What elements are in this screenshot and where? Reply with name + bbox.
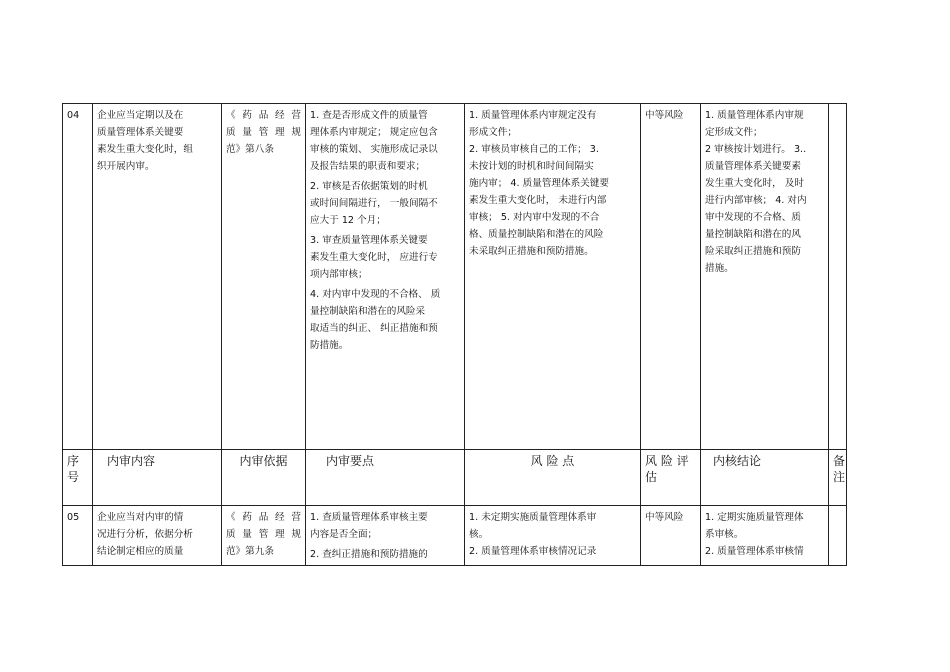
header-conclusion: 内核结论	[701, 450, 829, 506]
conclusion-cell	[701, 104, 829, 450]
text-line: 4. 对内审中发现的不合格、 质	[310, 289, 441, 300]
text-line: 及报告结果的职责和要求；	[310, 161, 426, 172]
text-line: 2. 质量管理体系审核情	[705, 546, 804, 557]
text-line: 或时间间隔进行， 一般间隔不	[310, 198, 438, 209]
text-line: 织开展内审。	[97, 161, 155, 172]
audit-content-cell	[93, 104, 222, 450]
header-remark	[829, 450, 847, 506]
text-line: 未按计划的时机和时间间隔实	[469, 161, 594, 172]
text-line: 质 量 管 理 规	[226, 529, 301, 540]
audit-point	[310, 232, 460, 283]
text-line: 范》第八条	[226, 144, 274, 155]
row-number: 05	[63, 506, 93, 566]
text-line: 险采取纠正措施和预防	[705, 246, 801, 257]
header-content: 内审内容	[93, 450, 222, 506]
text-line: 企业应当定期以及在	[97, 110, 184, 121]
audit-basis-cell	[222, 104, 306, 450]
risk-points-cell	[465, 104, 641, 450]
text-line: 质量管理体系关键要	[97, 127, 184, 138]
text-line: 注	[833, 470, 846, 484]
text-line: 取适当的纠正、 纠正措施和预	[310, 323, 438, 334]
text-line: 序	[67, 454, 80, 468]
text-line: 发生重大变化时， 及时	[705, 178, 804, 189]
text-line: 《 药 品 经 营	[226, 512, 301, 523]
text-line: 估	[645, 470, 658, 484]
text-line: 格、质量控制缺陷和潜在的风险	[469, 229, 604, 240]
text-line: 质量管理体系关键要素	[705, 161, 801, 172]
audit-points-cell	[306, 506, 465, 566]
text-line: 项内部审核；	[310, 269, 368, 280]
text-line: 素发生重大变化时， 未进行内部	[469, 195, 607, 206]
text-line: 风 险 评	[645, 454, 689, 468]
table-row	[63, 506, 847, 566]
risk-level-cell: 中等风险	[641, 104, 701, 450]
audit-point	[310, 107, 460, 175]
text-line: 2. 查纠正措施和预防措施的	[310, 549, 428, 560]
text-line: 1. 查质量管理体系审核主要	[310, 512, 428, 523]
text-line: 1. 质量管理体系内审规	[705, 110, 804, 121]
header-row	[63, 450, 847, 506]
text-line: 量控制缺陷和潜在的风险采	[310, 306, 426, 317]
text-line: 应大于 12 个月；	[310, 215, 386, 226]
remark-cell	[829, 506, 847, 566]
table-row	[63, 104, 847, 450]
text-line: 定形成文件；	[705, 127, 763, 138]
text-line: 1. 定期实施质量管理体	[705, 512, 804, 523]
header-basis: 内审依据	[222, 450, 306, 506]
text-line: 未采取纠正措施和预防措施。	[469, 246, 594, 257]
text-line: 1. 质量管理体系内审规定没有	[469, 110, 597, 121]
text-line: 审中发现的不合格、质	[705, 212, 801, 223]
risk-level-cell: 中等风险	[641, 506, 701, 566]
text-line: 备	[833, 454, 846, 468]
row-number: 04	[63, 104, 93, 450]
header-no	[63, 450, 93, 506]
text-line: 审核的策划、 实施形成记录以	[310, 144, 438, 155]
text-line: 2. 审核员审核自己的工作； 3.	[469, 144, 599, 155]
text-line: 号	[67, 470, 80, 484]
conclusion-cell	[701, 506, 829, 566]
audit-point	[310, 509, 460, 543]
header-level	[641, 450, 701, 506]
text-line: 质 量 管 理 规	[226, 127, 301, 138]
audit-table	[62, 103, 847, 566]
audit-point	[310, 546, 460, 563]
text-line: 施内审； 4. 质量管理体系关键要	[469, 178, 609, 189]
text-line: 防措施。	[310, 340, 349, 351]
header-risks: 风 险 点	[465, 450, 641, 506]
text-line: 结论制定相应的质量	[97, 546, 184, 557]
text-line: 进行内部审核； 4. 对内	[705, 195, 807, 206]
text-line: 企业应当对内审的情	[97, 512, 184, 523]
audit-content-cell	[93, 506, 222, 566]
text-line: 内容是否全面；	[310, 529, 378, 540]
audit-points-cell	[306, 104, 465, 450]
text-line: 2. 审核是否依据策划的时机	[310, 181, 428, 192]
text-line: 范》第九条	[226, 546, 274, 557]
text-line: 审核； 5. 对内审中发现的不合	[469, 212, 600, 223]
text-line: 措施。	[705, 263, 734, 274]
text-line: 1. 查是否形成文件的质量管	[310, 110, 428, 121]
text-line: 核。	[469, 529, 489, 540]
header-points: 内审要点	[306, 450, 465, 506]
text-line: 1. 未定期实施质量管理体系审	[469, 512, 597, 523]
remark-cell	[829, 104, 847, 450]
text-line: 形成文件；	[469, 127, 517, 138]
text-line: 2. 质量管理体系审核情况记录	[469, 546, 597, 557]
audit-point	[310, 178, 460, 229]
text-line: 系审核。	[705, 529, 744, 540]
text-line: 3. 审查质量管理体系关键要	[310, 235, 428, 246]
text-line: 素发生重大变化时， 应进行专	[310, 252, 438, 263]
text-line: 理体系内审规定； 规定应包含	[310, 127, 438, 138]
text-line: 素发生重大变化时，组	[97, 144, 193, 155]
text-line: 况进行分析，依据分析	[97, 529, 193, 540]
risk-points-cell	[465, 506, 641, 566]
audit-point	[310, 286, 460, 354]
text-line: 2 审核按计划进行。 3..	[705, 144, 807, 155]
text-line: 量控制缺陷和潜在的风	[705, 229, 801, 240]
text-line: 《 药 品 经 营	[226, 110, 301, 121]
audit-basis-cell	[222, 506, 306, 566]
